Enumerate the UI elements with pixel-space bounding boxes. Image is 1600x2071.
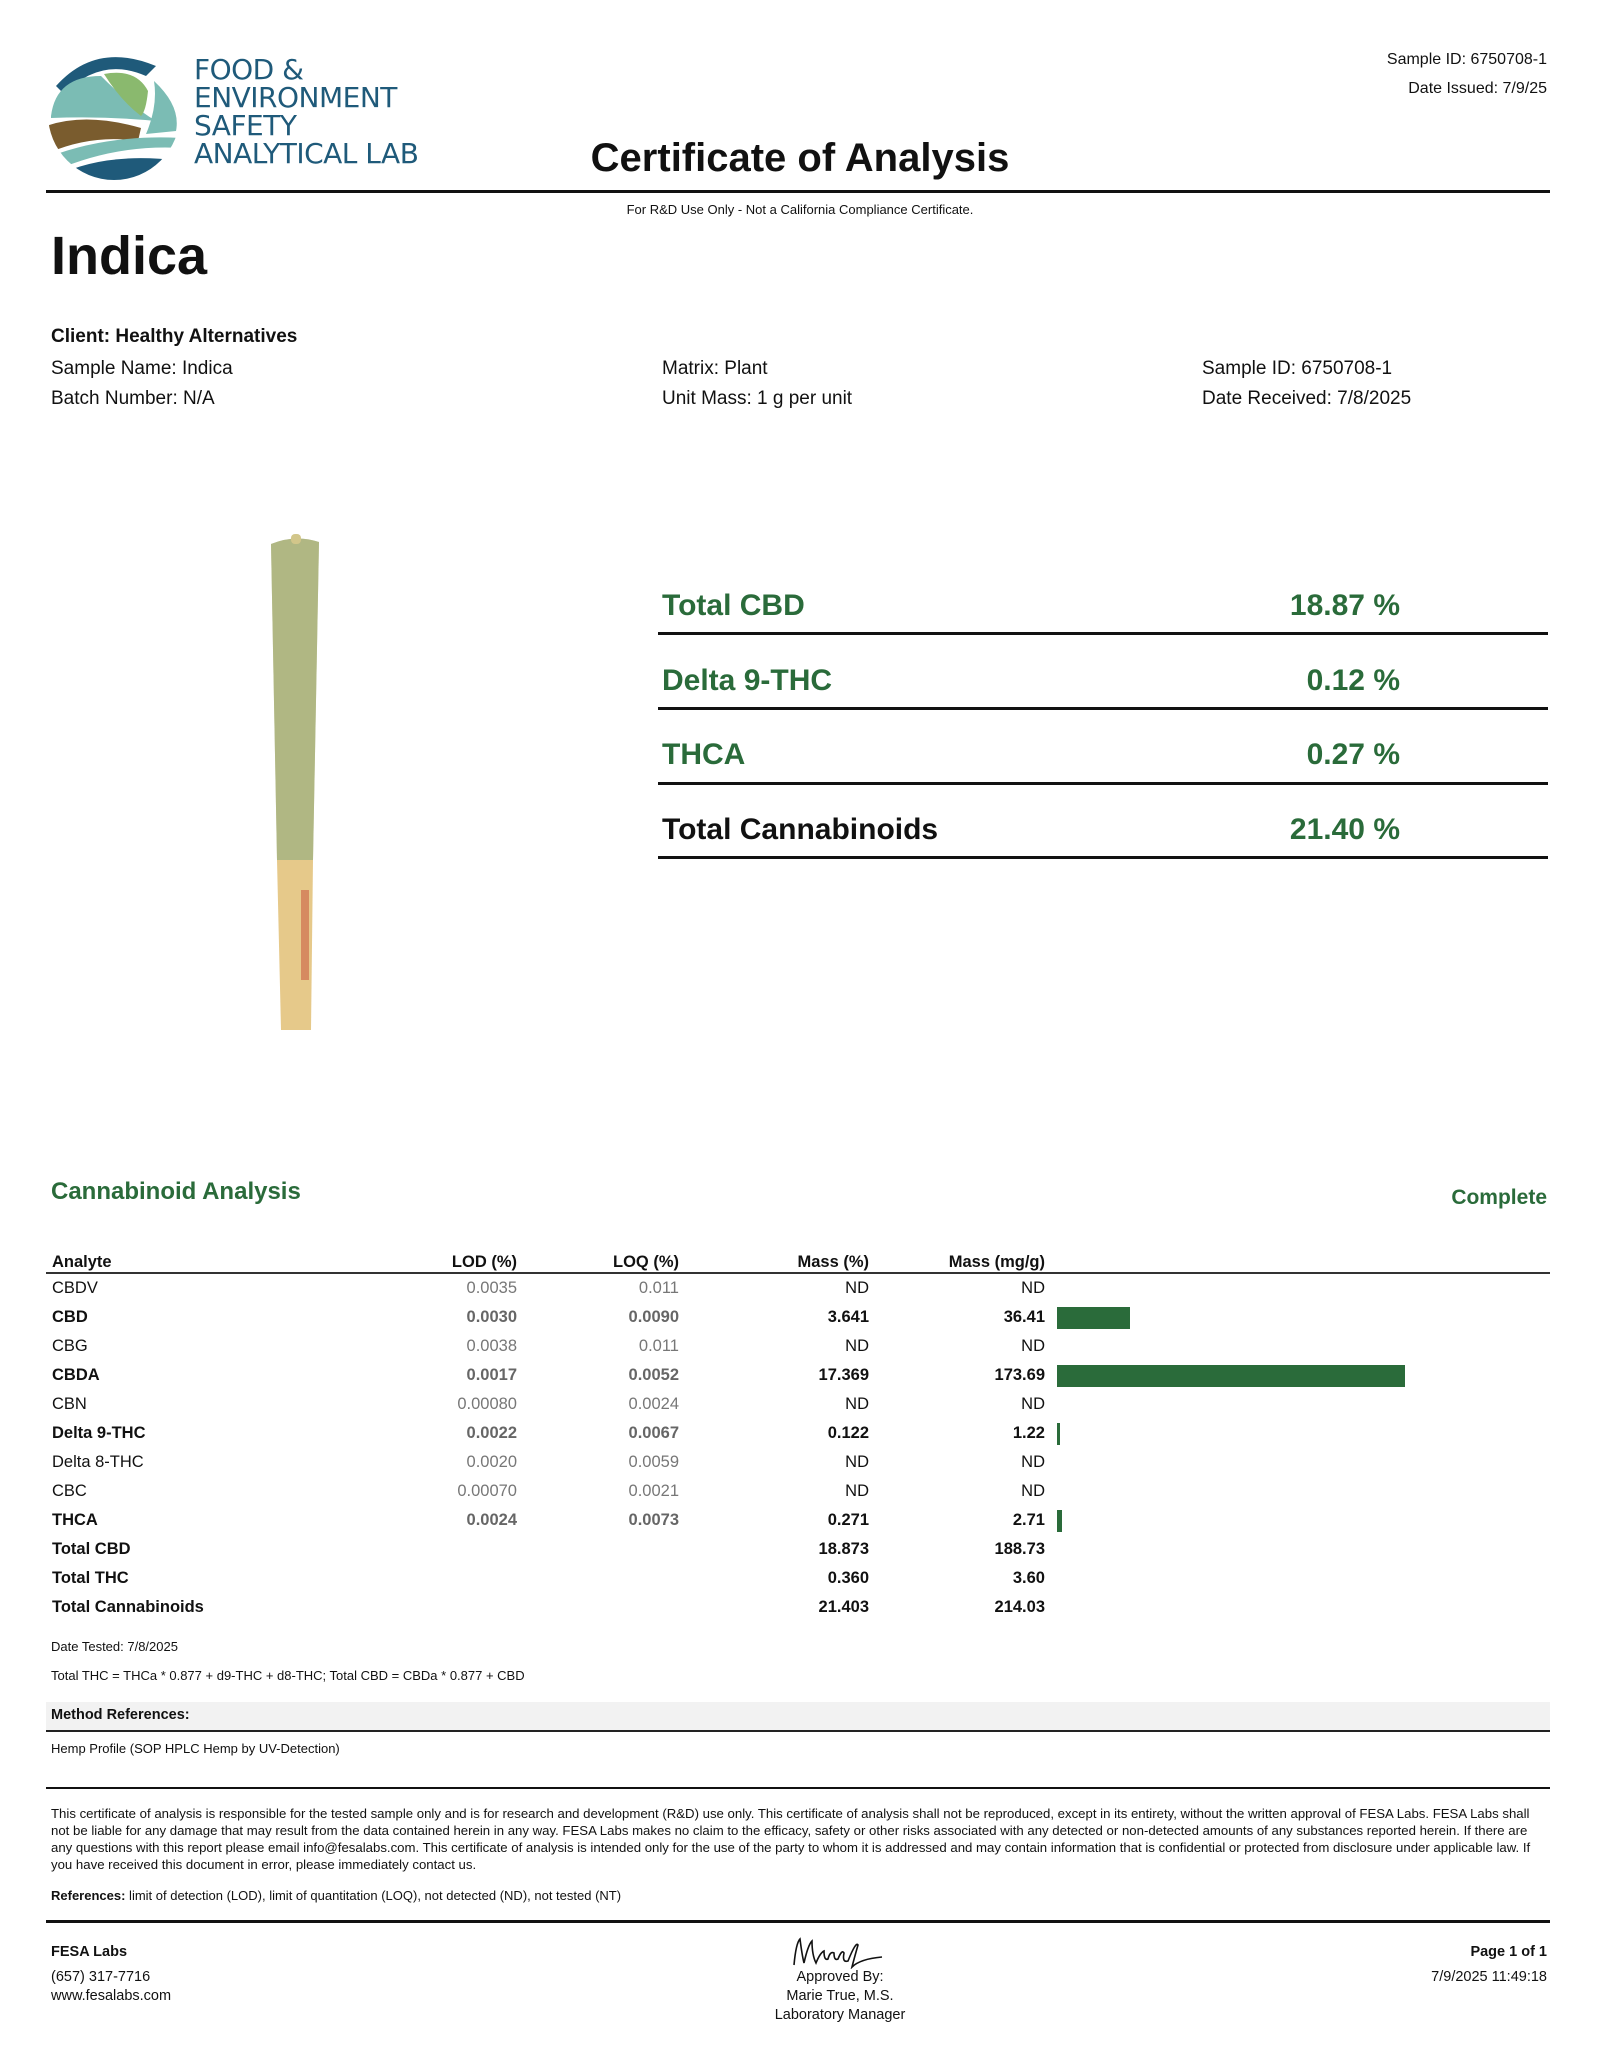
summary-value-delta9-thc: 0.12 % (1306, 664, 1400, 697)
cell-analyte: Delta 8-THC (52, 1453, 144, 1471)
method-reference-item: Hemp Profile (SOP HPLC Hemp by UV-Detection) (51, 1741, 340, 1756)
cell-analyte: CBG (52, 1337, 88, 1355)
date-tested: Date Tested: 7/8/2025 (51, 1639, 178, 1654)
cell-lod (388, 1593, 523, 1622)
logo-line: SAFETY (194, 109, 297, 142)
cell-loq (523, 1535, 685, 1564)
cell-mass-mg: ND (1021, 1337, 1045, 1355)
cannabinoid-table (46, 1244, 1550, 1622)
unit-mass: Unit Mass: 1 g per unit (662, 388, 853, 409)
cell-loq: 0.011 (638, 1279, 679, 1297)
cell-lod: 0.0022 (466, 1424, 517, 1442)
cell-bar (1051, 1332, 1550, 1361)
cell-analyte: Total Cannabinoids (52, 1598, 204, 1616)
cell-bar (1051, 1593, 1550, 1622)
cell-loq: 0.0059 (628, 1453, 679, 1471)
cell-loq (523, 1564, 685, 1593)
cell-loq: 0.011 (638, 1337, 679, 1355)
summary-label-total-cbd: Total CBD (662, 589, 805, 622)
cell-lod: 0.0035 (466, 1279, 517, 1297)
summary-divider (658, 856, 1548, 859)
cell-loq: 0.0073 (628, 1511, 679, 1529)
summary-divider (658, 782, 1548, 785)
cell-bar (1051, 1564, 1550, 1593)
footer-divider (46, 1920, 1550, 1923)
table-row (46, 1593, 1550, 1622)
disclaimer-text: This certificate of analysis is responsible for the tested sample only and is for research and development (R&D) use only. This certificate of analysis shall not be reproduced, except in its entirety, without the written approval of FESA Labs. FESA Labs shall not be liable for any damage that may result from the data contained herein in any way. FESA Labs makes no claim to the efficacy, safety or other risks associated with any detected or non-detected amounts of any substances reported herein. If there are any questions with this report please email info@fesalabs.com. This certificate of analysis is intended only for the use of the party to whom it is addressed and may contain information that is confidential or protected from disclosure under applicable law. If you have received this document in error, please immediately contact us. (51, 1806, 1531, 1872)
cell-bar (1051, 1477, 1550, 1506)
table-row (46, 1303, 1550, 1332)
table-row (46, 1506, 1550, 1535)
cell-loq: 0.0024 (628, 1395, 679, 1413)
cell-mass-mg: ND (1021, 1279, 1045, 1297)
approved-by-label: Approved By: (796, 1969, 884, 1985)
references-label: References: (51, 1888, 126, 1903)
footer-phone: (657) 317-7716 (51, 1969, 151, 1985)
summary-value-total-cannabinoids: 21.40 % (1289, 813, 1400, 846)
cell-lod (388, 1535, 523, 1564)
cell-mass-pct: 3.641 (827, 1308, 869, 1326)
total-formula: Total THC = THCa * 0.877 + d9-THC + d8-THC; Total CBD = CBDa * 0.877 + CBD (51, 1668, 525, 1683)
column-header-loq: LOQ (%) (523, 1244, 685, 1273)
cell-analyte: Total CBD (52, 1540, 131, 1558)
cell-analyte: CBC (52, 1482, 87, 1500)
footer-company: FESA Labs (51, 1944, 128, 1960)
disclaimer-divider (46, 1787, 1550, 1789)
logo-line: FOOD & (194, 53, 304, 86)
sample-title: Indica (51, 226, 208, 286)
table-row (46, 1332, 1550, 1361)
cell-lod: 0.00080 (457, 1395, 517, 1413)
section-title: Cannabinoid Analysis (51, 1178, 301, 1205)
summary-value-total-cbd: 18.87 % (1289, 589, 1400, 622)
mass-bar (1057, 1365, 1405, 1387)
references-line (51, 1888, 621, 1903)
cell-mass-pct: 17.369 (818, 1366, 869, 1384)
cell-lod: 0.0020 (466, 1453, 517, 1471)
cell-analyte: CBD (52, 1308, 88, 1326)
cell-bar (1051, 1448, 1550, 1477)
cell-lod: 0.0038 (466, 1337, 517, 1355)
method-references-title: Method References: (51, 1707, 190, 1723)
references-text: limit of detection (LOD), limit of quantitation (LOQ), not detected (ND), not tested (NT) (125, 1888, 622, 1903)
cell-lod (388, 1564, 523, 1593)
cell-mass-mg: 188.73 (994, 1540, 1045, 1558)
report-timestamp: 7/9/2025 11:49:18 (1431, 1969, 1547, 1985)
cell-mass-pct: ND (845, 1395, 869, 1413)
column-header-lod: LOD (%) (388, 1244, 523, 1273)
column-header-mass-mg: Mass (mg/g) (875, 1244, 1051, 1273)
cell-bar (1051, 1273, 1550, 1303)
cell-bar (1051, 1419, 1550, 1448)
column-header-analyte: Analyte (46, 1244, 388, 1273)
cell-analyte: CBDA (52, 1366, 100, 1384)
column-header-chart (1051, 1244, 1550, 1273)
table-header-row (46, 1244, 1550, 1273)
cell-bar (1051, 1390, 1550, 1419)
cell-analyte: Delta 9-THC (52, 1424, 146, 1442)
page-number: Page 1 of 1 (1470, 1944, 1547, 1960)
cell-bar (1051, 1361, 1550, 1390)
cell-lod: 0.0030 (466, 1308, 517, 1326)
cell-mass-pct: 0.122 (827, 1424, 869, 1442)
cell-mass-mg: 3.60 (1012, 1569, 1045, 1587)
summary-label-thca: THCA (662, 738, 746, 771)
cell-analyte: CBN (52, 1395, 87, 1413)
approver-title: Laboratory Manager (774, 2007, 906, 2023)
column-header-mass-pct: Mass (%) (685, 1244, 875, 1273)
cell-analyte: CBDV (52, 1279, 98, 1297)
table-row (46, 1273, 1550, 1303)
cell-mass-mg: 2.71 (1012, 1511, 1045, 1529)
summary-divider (658, 707, 1548, 710)
cell-bar (1051, 1535, 1550, 1564)
summary-label-total-cannabinoids: Total Cannabinoids (662, 813, 939, 846)
sample-name: Sample Name: Indica (51, 358, 233, 379)
client-name: Client: Healthy Alternatives (51, 326, 298, 347)
summary-label-delta9-thc: Delta 9-THC (662, 664, 833, 697)
mass-bar (1057, 1423, 1060, 1445)
cell-loq (523, 1593, 685, 1622)
signature-image (790, 1935, 886, 1969)
header-sample-id: Sample ID: 6750708-1 (1386, 51, 1547, 68)
cell-bar (1051, 1303, 1550, 1332)
cell-mass-mg: ND (1021, 1482, 1045, 1500)
header-date-issued: Date Issued: 7/9/25 (1408, 80, 1547, 97)
summary-value-thca: 0.27 % (1306, 738, 1400, 771)
table-row (46, 1419, 1550, 1448)
table-row (46, 1390, 1550, 1419)
cell-loq: 0.0021 (628, 1482, 679, 1500)
cell-mass-mg: 36.41 (1003, 1308, 1045, 1326)
table-row (46, 1535, 1550, 1564)
cell-mass-pct: 18.873 (818, 1540, 869, 1558)
mass-bar (1057, 1307, 1130, 1329)
cell-mass-pct: 0.360 (827, 1569, 869, 1587)
approver-name: Marie True, M.S. (786, 1988, 894, 2004)
cell-mass-pct: 0.271 (827, 1511, 869, 1529)
sample-id: Sample ID: 6750708-1 (1202, 358, 1393, 379)
matrix: Matrix: Plant (662, 358, 768, 379)
cell-mass-mg: ND (1021, 1395, 1045, 1413)
logo-line: ENVIRONMENT (194, 81, 397, 114)
cell-mass-pct: 21.403 (818, 1598, 869, 1616)
footer-website[interactable]: www.fesalabs.com (51, 1988, 172, 2004)
summary-divider (658, 632, 1548, 635)
cell-mass-pct: ND (845, 1279, 869, 1297)
cell-mass-mg: 1.22 (1012, 1424, 1045, 1442)
table-row (46, 1477, 1550, 1506)
cell-lod: 0.0024 (466, 1511, 517, 1529)
cell-mass-mg: 173.69 (994, 1366, 1045, 1384)
cell-mass-mg: ND (1021, 1453, 1045, 1471)
cell-analyte: THCA (52, 1511, 98, 1529)
cell-mass-mg: 214.03 (994, 1598, 1045, 1616)
batch-number: Batch Number: N/A (51, 388, 215, 409)
cell-lod: 0.0017 (466, 1366, 517, 1384)
product-image (255, 530, 335, 1040)
table-row (46, 1564, 1550, 1593)
cell-mass-pct: ND (845, 1337, 869, 1355)
page-title: Certificate of Analysis (590, 136, 1010, 180)
page-subtitle: For R&D Use Only - Not a California Compliance Certificate. (626, 202, 974, 217)
cell-mass-pct: ND (845, 1482, 869, 1500)
cell-loq: 0.0052 (628, 1366, 679, 1384)
cell-lod: 0.00070 (457, 1482, 517, 1500)
mass-bar (1057, 1510, 1062, 1532)
cell-loq: 0.0067 (628, 1424, 679, 1442)
cell-mass-pct: ND (845, 1453, 869, 1471)
cell-loq: 0.0090 (628, 1308, 679, 1326)
date-received: Date Received: 7/8/2025 (1202, 388, 1412, 409)
cell-bar (1051, 1506, 1550, 1535)
method-references-header (46, 1702, 1550, 1732)
header-divider (46, 190, 1550, 193)
cell-analyte: Total THC (52, 1569, 129, 1587)
status-badge: Complete (1451, 1186, 1547, 1209)
table-row (46, 1361, 1550, 1390)
table-row (46, 1448, 1550, 1477)
logo-line: ANALYTICAL LAB (194, 137, 419, 170)
